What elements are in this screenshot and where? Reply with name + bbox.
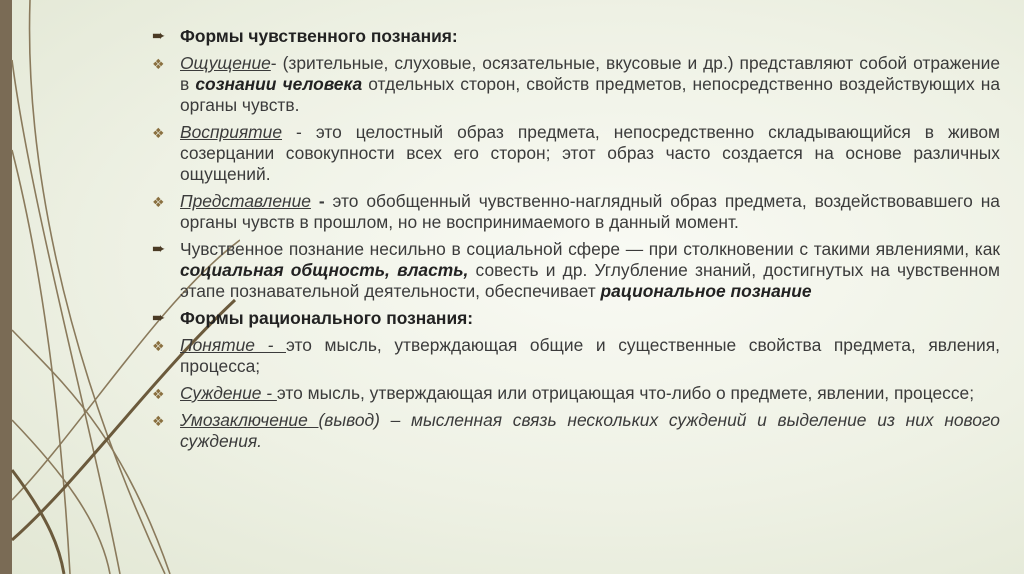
term-separator: - bbox=[310, 191, 333, 211]
term: Восприятие bbox=[180, 122, 283, 142]
diamond-bullet-icon: ❖ bbox=[152, 338, 165, 354]
list-item bbox=[152, 308, 1000, 329]
term-separator: - bbox=[270, 53, 277, 73]
emphasis-text: социальная общность, власть, bbox=[180, 260, 469, 280]
arrow-bullet-icon: ➨ bbox=[152, 241, 166, 258]
list-item bbox=[152, 26, 1000, 47]
item-text: Чувственное познание несильно в социальной сфере — при столкновении с такими явлениями, как bbox=[180, 239, 1000, 259]
term: Понятие - bbox=[180, 335, 286, 355]
item-text: (зрительные, слуховые, осязательные, вкусовые и др.) представляют собой отражение в bbox=[180, 53, 1000, 94]
item-text: отдельных сторон, свойств предметов, непосредственно воздействующих на органы чувств. bbox=[180, 74, 1001, 115]
diamond-bullet-icon: ❖ bbox=[152, 56, 165, 72]
diamond-bullet-icon: ❖ bbox=[152, 125, 165, 141]
diamond-bullet-icon: ❖ bbox=[152, 386, 165, 402]
term: Суждение - bbox=[180, 383, 277, 403]
arrow-bullet-icon: ➨ bbox=[152, 310, 166, 327]
emphasis-text: сознании человека bbox=[195, 74, 363, 94]
slide-content bbox=[152, 26, 1000, 458]
section-heading: Формы чувственного познания: bbox=[180, 26, 458, 46]
list-item bbox=[152, 53, 1000, 116]
list-item bbox=[152, 383, 1000, 404]
item-text: это мысль, утверждающая общие и существенные свойства предмета, явления, процесса; bbox=[180, 335, 1000, 376]
list-item bbox=[152, 410, 1000, 452]
list-item bbox=[152, 191, 1000, 233]
term-separator: - bbox=[282, 122, 316, 142]
diamond-bullet-icon: ❖ bbox=[152, 194, 165, 210]
arrow-bullet-icon: ➨ bbox=[152, 28, 166, 45]
list-item bbox=[152, 239, 1000, 302]
term: Ощущение bbox=[180, 53, 271, 73]
term-note: (вывод) bbox=[318, 410, 380, 430]
item-text: – мысленная связь нескольких суждений и выделение из них нового суждения. bbox=[180, 410, 1000, 451]
term: Представление bbox=[180, 191, 311, 211]
item-text: это мысль, утверждающая или отрицающая что-либо о предмете, явлении, процессе; bbox=[276, 383, 975, 403]
emphasis-text: рациональное познание bbox=[600, 281, 812, 301]
list-item bbox=[152, 122, 1000, 185]
term: Умозаключение bbox=[180, 410, 319, 430]
list-item bbox=[152, 335, 1000, 377]
section-heading: Формы рационального познания: bbox=[180, 308, 474, 328]
item-text: это обобщенный чувственно-наглядный образ предмета, воздействовавшего на органы чувств в прошлом, но не воспринимаемого в данный момент. bbox=[180, 191, 1000, 232]
diamond-bullet-icon: ❖ bbox=[152, 413, 165, 429]
item-text: это целостный образ предмета, непосредственно складывающийся в живом созерцании совокупности всех его сторон; этот образ часто создается на основе различных ощущений. bbox=[180, 122, 1000, 184]
item-text: совесть и др. Углубление знаний, достигнутых на чувственном этапе познавательной деятельности, обеспечивает bbox=[180, 260, 1000, 301]
